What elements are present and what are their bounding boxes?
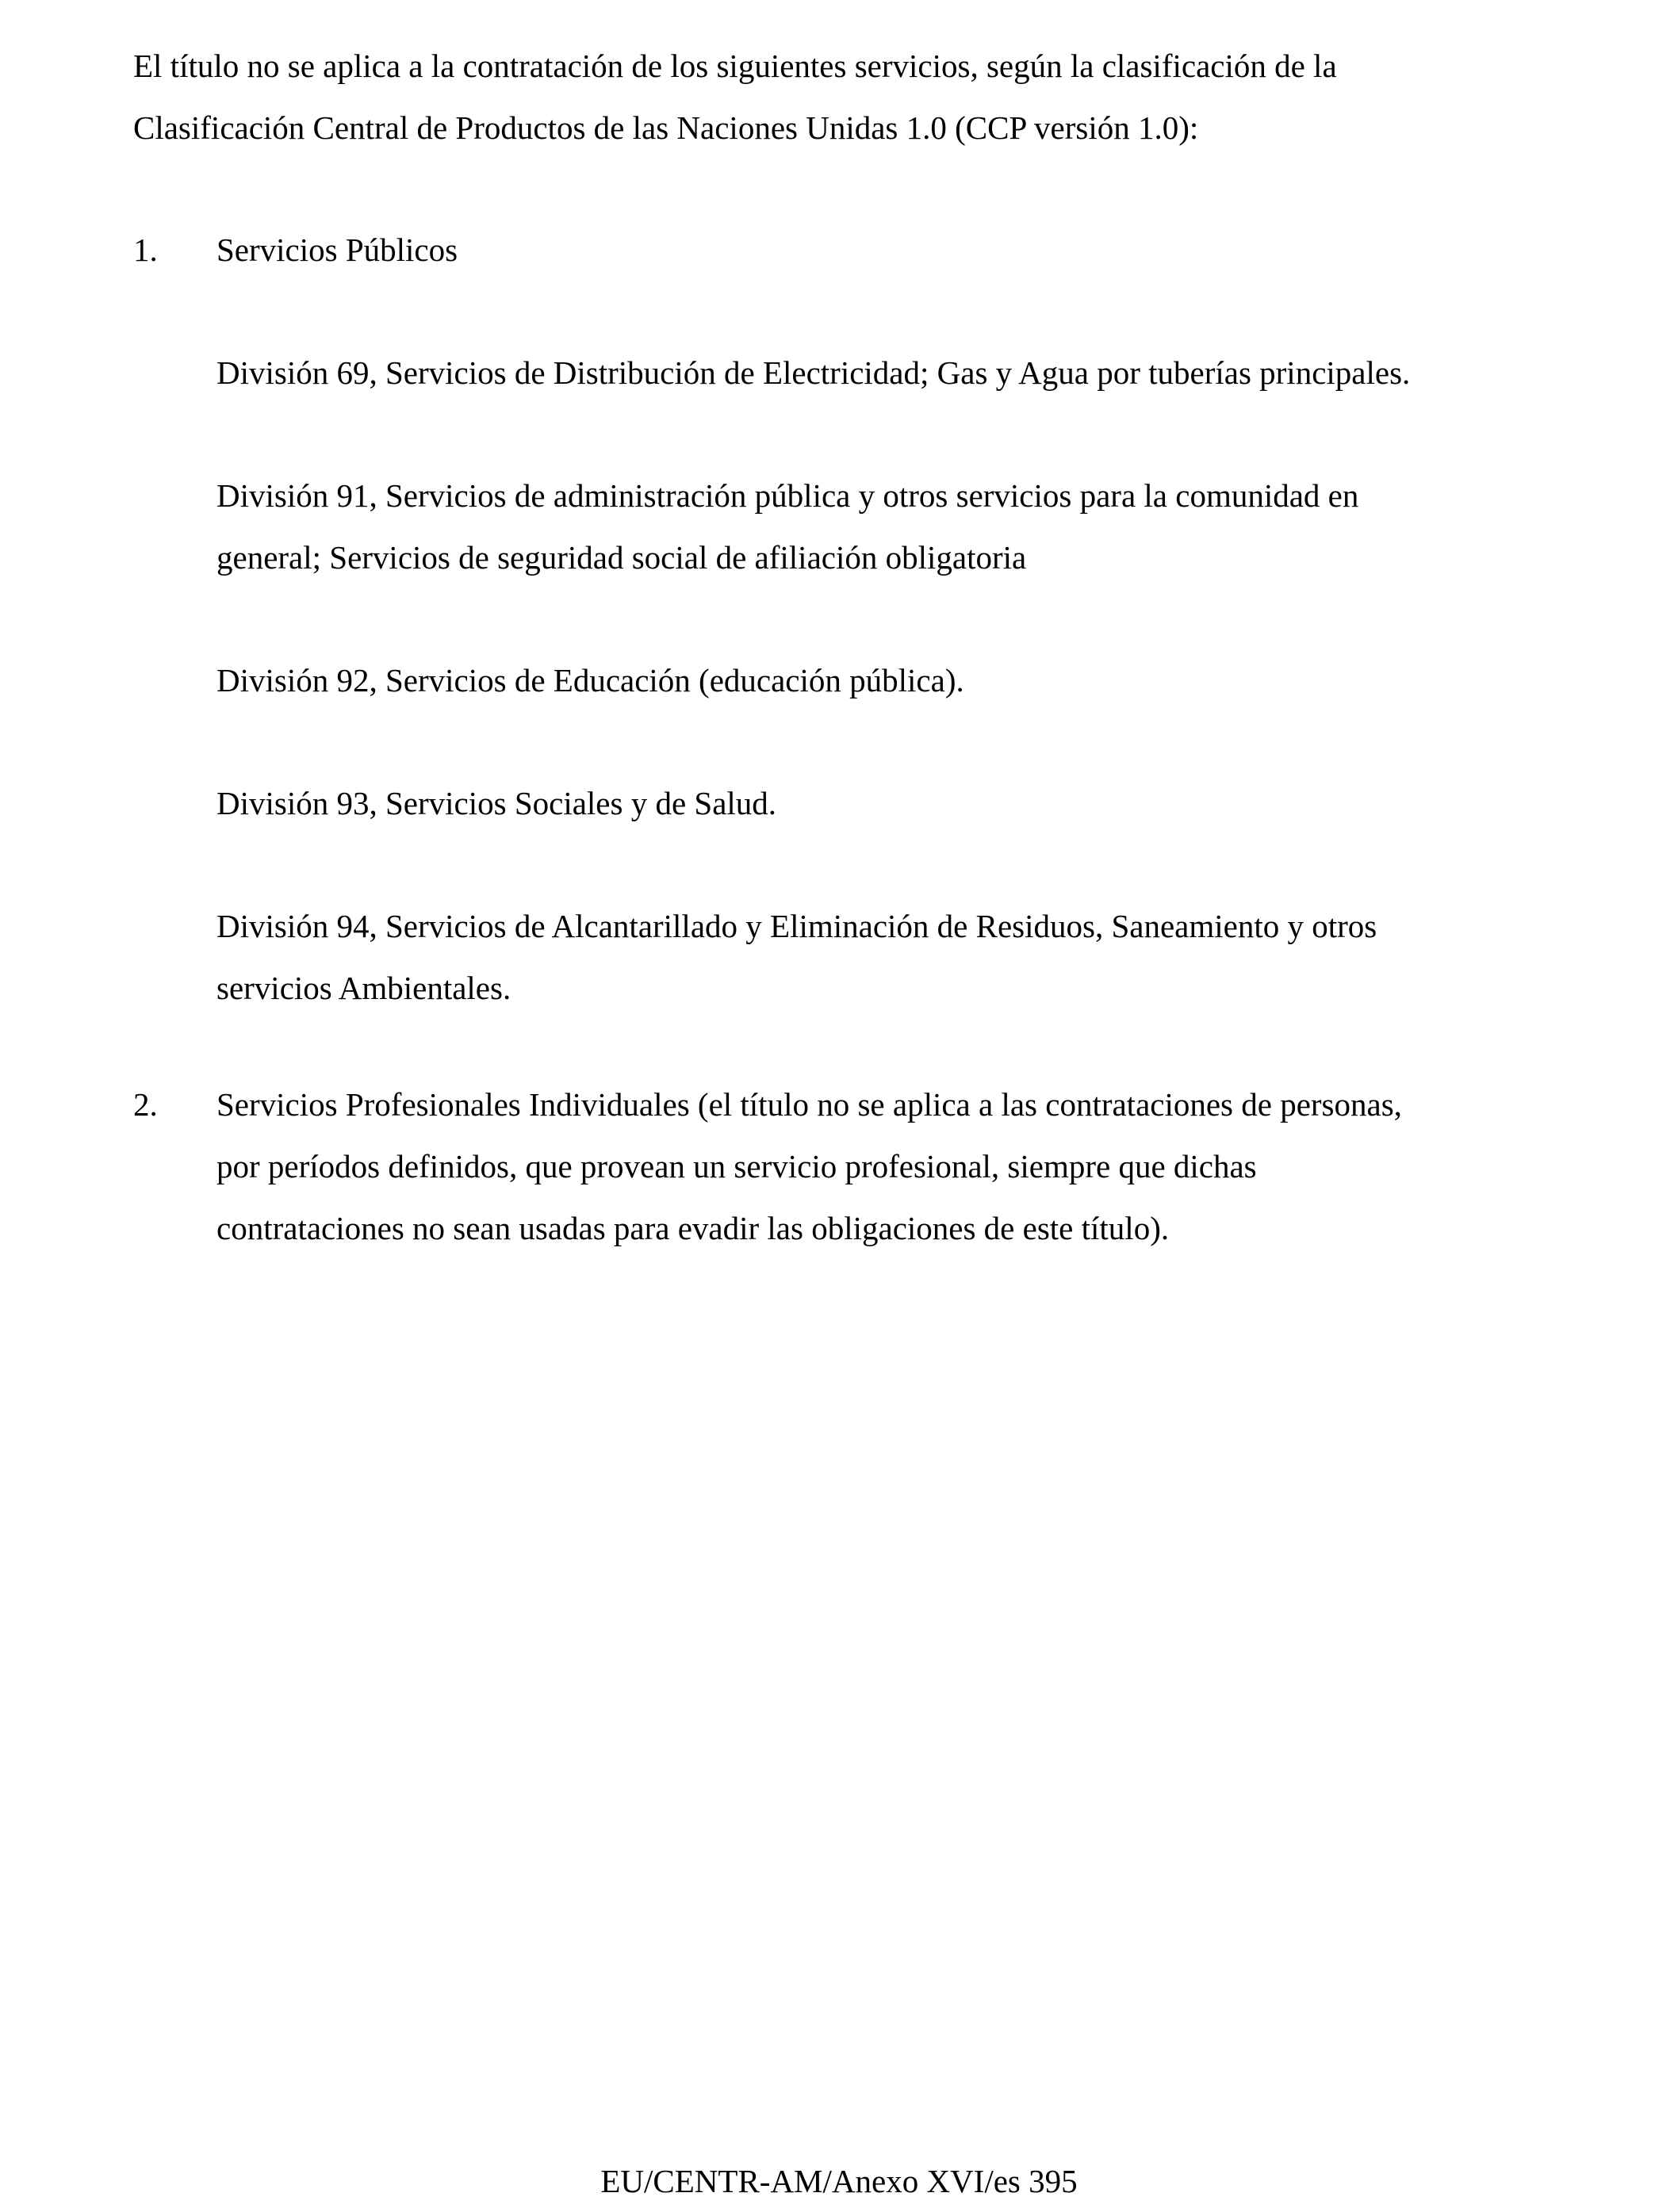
list-item-title: Servicios Públicos: [216, 232, 458, 268]
list-item-line: por períodos definidos, que provean un servicio profesional, siempre que dichas: [216, 1148, 1257, 1184]
division-paragraph: [216, 342, 1410, 404]
division-line: División 91, Servicios de administración pública y otros servicios para la comunidad en: [216, 477, 1359, 514]
list-item-text: [216, 1073, 1402, 1259]
division-paragraph: [216, 649, 964, 711]
division-line: División 92, Servicios de Educación (educación pública).: [216, 662, 964, 698]
division-line: servicios Ambientales.: [216, 970, 511, 1006]
division-paragraph: [216, 772, 776, 834]
list-item-line: contrataciones no sean usadas para evadir las obligaciones de este título).: [216, 1210, 1170, 1246]
list-item-number: 2.: [133, 1086, 158, 1123]
list-item-line: Servicios Profesionales Individuales (el título no se aplica a las contrataciones de personas,: [216, 1086, 1402, 1123]
intro-line: Clasificación Central de Productos de las Naciones Unidas 1.0 (CCP versión 1.0):: [133, 109, 1199, 146]
page-footer: EU/CENTR-AM/Anexo XVI/es 395: [600, 2163, 1078, 2199]
division-line: División 93, Servicios Sociales y de Salud.: [216, 785, 777, 821]
division-paragraph: [216, 465, 1358, 588]
division-paragraph: [216, 895, 1377, 1019]
division-line: general; Servicios de seguridad social de afiliación obligatoria: [216, 539, 1027, 576]
division-line: División 94, Servicios de Alcantarillado y Eliminación de Residuos, Saneamiento y otros: [216, 908, 1377, 944]
list-item-number: 1.: [133, 232, 158, 268]
division-line: División 69, Servicios de Distribución de Electricidad; Gas y Agua por tuberías principales.: [216, 354, 1411, 391]
intro-line: El título no se aplica a la contratación de los siguientes servicios, según la clasificación de la: [133, 48, 1337, 84]
intro-paragraph: [133, 35, 1337, 159]
